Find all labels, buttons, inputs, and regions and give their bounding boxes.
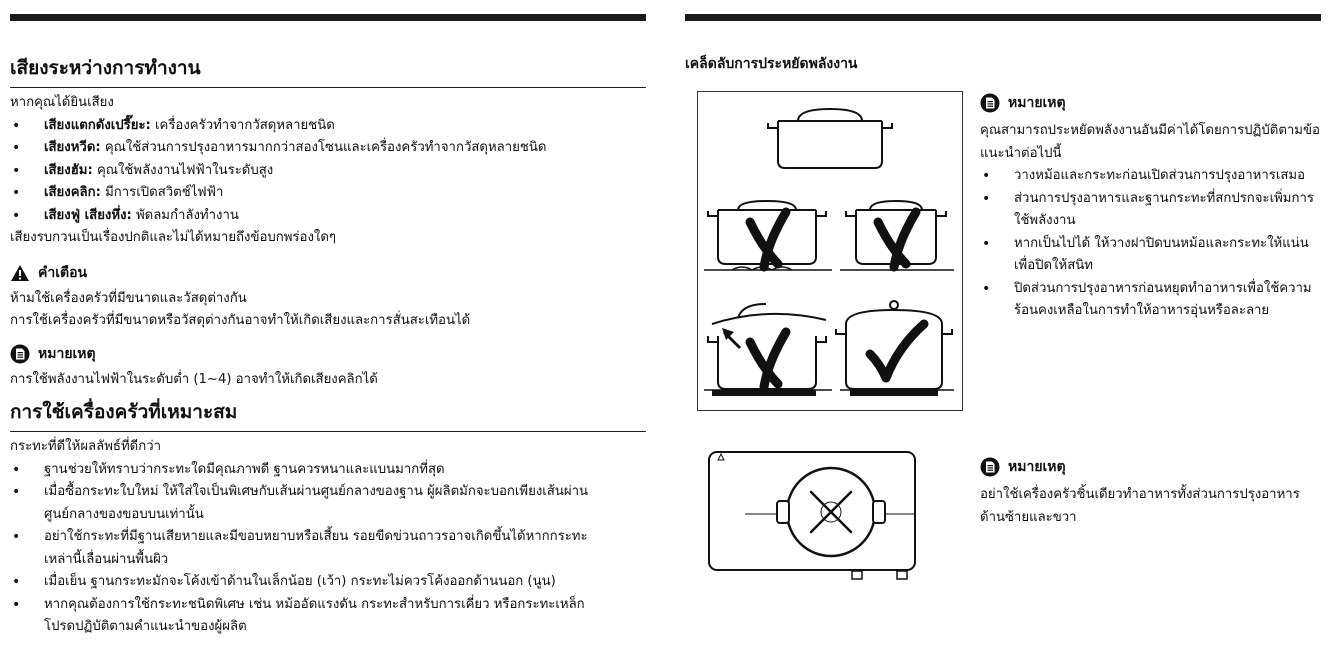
noise-closing: เสียงรบกวนเป็นเรื่องปกติและไม่ได้หมายถึงข้อบกพร่องใดๆ — [10, 230, 336, 245]
right-notes — [980, 92, 1320, 323]
cross-mark-icon — [750, 332, 786, 387]
note-heading: หมายเหตุ — [980, 456, 1320, 478]
section-title-noise: เสียงระหว่างการทำงาน — [10, 53, 646, 88]
list-item: • หากคุณต้องการใช้กระทะชนิดพิเศษ เช่น หม้ออัดแรงดัน กระทะสำหรับการเคี่ยว หรือกระทะเหล็ก โปรดปฏิบัติตามคำแนะนำของผู้ผลิต — [10, 594, 610, 639]
list-item: • อย่าใช้กระทะที่มีฐานเสียหายและมีขอบหยาบหรือเสี้ยน รอยขีดข่วนถาวรอาจเกิดขึ้นได้หากกระทะเหล่านี้เลื่อนผ่านพื้นผิว — [10, 526, 610, 571]
list-item: • วางหม้อและกระทะก่อนเปิดส่วนการปรุงอาหารเสมอ — [980, 165, 1320, 188]
list-item: • หากเป็นไปได้ ให้วางฝาปิดบนหม้อและกระทะให้แน่นเพื่อปิดให้สนิท — [980, 233, 1320, 278]
list-item: • ส่วนการปรุงอาหารและฐานกระทะที่สกปรกจะเพิ่มการใช้พลังงาน — [980, 188, 1320, 233]
pot-correct — [836, 301, 952, 389]
noise-list — [10, 115, 646, 228]
list-item: • ฐานช่วยให้ทราบว่ากระทะใดมีคุณภาพดี ฐานควรหนาและแบนมากที่สุด — [10, 459, 610, 482]
top-rule-left — [10, 14, 646, 21]
note-heading: หมายเหตุ — [10, 343, 646, 365]
cross-mark-icon — [750, 212, 786, 267]
cooktop-illustration — [697, 440, 947, 580]
warning-line-2: การใช้เครื่องครัวที่มีขนาดหรือวัสดุต่างกันอาจทำให้เกิดเสียงและการสั่นสะเทือนได้ — [10, 313, 471, 328]
list-item: • เสียงแตกดังเปรี๊ยะ: เครื่องครัวทำจากวัสดุหลายชนิด — [10, 115, 646, 138]
note-document-icon — [980, 93, 1000, 113]
list-item: • เมื่อเย็น ฐานกระทะมักจะโค้งเข้าด้านในเล็กน้อย (เว้า) กระทะไม่ควรโค้งออกด้านนอก (นูน) — [10, 571, 610, 594]
left-column — [10, 53, 646, 639]
cooktop-illustration-svg — [697, 440, 947, 580]
note-2-text: อย่าใช้เครื่องครัวชิ้นเดียวทำอาหารทั้งส่วนการปรุงอาหารด้านซ้ายและขวา — [980, 487, 1300, 525]
energy-tips-title: เคล็ดลับการประหยัดพลังงาน — [685, 56, 858, 72]
note-text: การใช้พลังงานไฟฟ้าในระดับต่ำ (1~4) อาจทำให้เกิดเสียงคลิกได้ — [10, 371, 378, 387]
list-item: • ปิดส่วนการปรุงอาหารก่อนหยุดทำอาหารเพื่อใช้ความร้อนคงเหลือในการทำให้อาหารอุ่นหรือละลาย — [980, 278, 1320, 323]
cookware-list — [10, 459, 610, 639]
warning-triangle-icon — [10, 264, 30, 282]
list-item: • เมื่อซื้อกระทะใบใหม่ ให้ใส่ใจเป็นพิเศษกับเส้นผ่านศูนย์กลางของฐาน ผู้ผลิตมักจะบอกเพียงเส้นผ่านศูนย์กลางของขอบบนเท่านั้น — [10, 481, 610, 526]
right-note-2 — [980, 456, 1320, 529]
note-document-icon — [980, 457, 1000, 477]
cross-mark-icon — [878, 212, 916, 267]
list-item: • เสียงฟู่ เสียงหึ่ง: พัดลมกำลังทำงาน — [10, 205, 646, 228]
warning-heading: คำเตือน — [10, 262, 646, 284]
top-rule-right — [685, 14, 1321, 21]
list-item: • เสียงหวีด: คุณใช้ส่วนการปรุงอาหารมากกว่าสองโซนและเครื่องครัวทำจากวัสดุหลายชนิด — [10, 137, 646, 160]
cookware-intro: กระทะที่ดีให้ผลลัพธ์ที่ดีกว่า — [10, 439, 161, 454]
list-item: • เสียงฮัม: คุณใช้พลังงานไฟฟ้าในระดับสูง — [10, 160, 646, 183]
pots-illustration — [697, 91, 963, 411]
section-title-cookware: การใช้เครื่องครัวที่เหมาะสม — [10, 397, 646, 432]
pots-illustration-svg — [698, 92, 962, 410]
check-mark-icon — [870, 324, 924, 378]
energy-list — [980, 165, 1320, 323]
energy-intro: คุณสามารถประหยัดพลังงานอันมีค่าได้โดยการปฏิบัติตามข้อแนะนำต่อไปนี้ — [980, 123, 1320, 161]
note-document-icon — [10, 344, 30, 364]
pot-on-counter — [768, 109, 892, 168]
list-item: • เสียงคลิก: มีการเปิดสวิตช์ไฟฟ้า — [10, 182, 646, 205]
note-heading: หมายเหตุ — [980, 92, 1320, 114]
noise-intro: หากคุณได้ยินเสียง — [10, 95, 114, 110]
warning-line-1: ห้ามใช้เครื่องครัวที่มีขนาดและวัสดุต่างกัน — [10, 290, 247, 306]
